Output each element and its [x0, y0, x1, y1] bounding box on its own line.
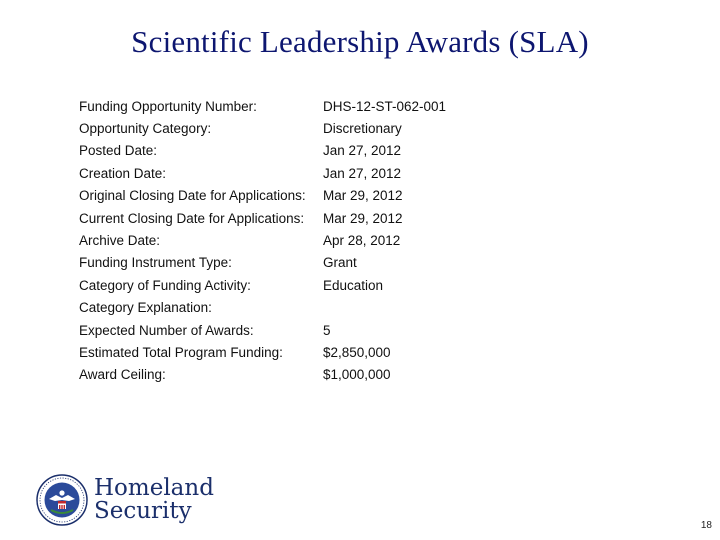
detail-label: Expected Number of Awards:	[79, 322, 254, 338]
table-row	[79, 364, 446, 386]
logo-line-homeland: Homeland	[94, 475, 214, 501]
detail-label: Original Closing Date for Applications:	[79, 188, 306, 204]
logo-wordmark	[94, 477, 214, 523]
slide-title: Scientific Leadership Awards (SLA)	[131, 24, 589, 59]
detail-value: Jan 27, 2012	[323, 143, 402, 159]
table-row	[79, 319, 446, 341]
table-row	[79, 185, 446, 207]
detail-value: Mar 29, 2012	[323, 210, 403, 226]
funding-details-table	[79, 95, 446, 386]
table-row	[79, 207, 446, 229]
page-number: 18	[700, 520, 712, 531]
detail-value: Mar 29, 2012	[323, 188, 403, 204]
detail-value: Education	[323, 277, 384, 293]
dhs-seal-icon	[36, 474, 88, 526]
detail-label: Estimated Total Program Funding:	[79, 344, 283, 360]
table-row	[79, 297, 446, 319]
detail-label: Funding Opportunity Number:	[79, 98, 257, 114]
detail-label: Category Explanation:	[79, 300, 212, 316]
detail-label: Opportunity Category:	[79, 121, 212, 137]
detail-value: 5	[323, 322, 331, 338]
table-row	[79, 274, 446, 296]
table-row	[79, 252, 446, 274]
detail-value: Jan 27, 2012	[323, 165, 402, 181]
detail-value: $1,000,000	[323, 367, 391, 383]
table-row	[79, 140, 446, 162]
detail-label: Archive Date:	[79, 233, 161, 249]
table-row	[79, 117, 446, 139]
table-row	[79, 229, 446, 251]
table-row	[79, 95, 446, 117]
detail-value: Discretionary	[323, 121, 402, 137]
detail-label: Current Closing Date for Applications:	[79, 210, 305, 226]
detail-label: Category of Funding Activity:	[79, 277, 251, 293]
detail-label: Funding Instrument Type:	[79, 255, 232, 271]
detail-value	[323, 297, 446, 319]
logo-line-security: Security	[94, 498, 192, 524]
homeland-security-logo	[36, 474, 214, 526]
detail-label: Posted Date:	[79, 143, 158, 159]
detail-label: Creation Date:	[79, 165, 167, 181]
detail-label: Award Ceiling:	[79, 367, 166, 383]
table-row	[79, 162, 446, 184]
detail-value: Apr 28, 2012	[323, 233, 401, 249]
detail-value: DHS-12-ST-062-001	[323, 98, 447, 114]
table-row	[79, 341, 446, 363]
detail-value: Grant	[323, 255, 357, 271]
detail-value: $2,850,000	[323, 344, 391, 360]
